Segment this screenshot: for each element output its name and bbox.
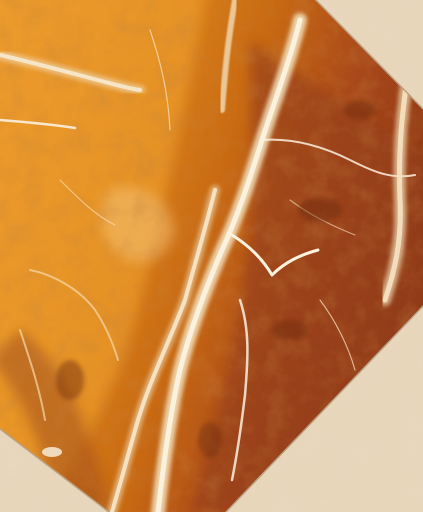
edge-chip: [42, 447, 62, 457]
